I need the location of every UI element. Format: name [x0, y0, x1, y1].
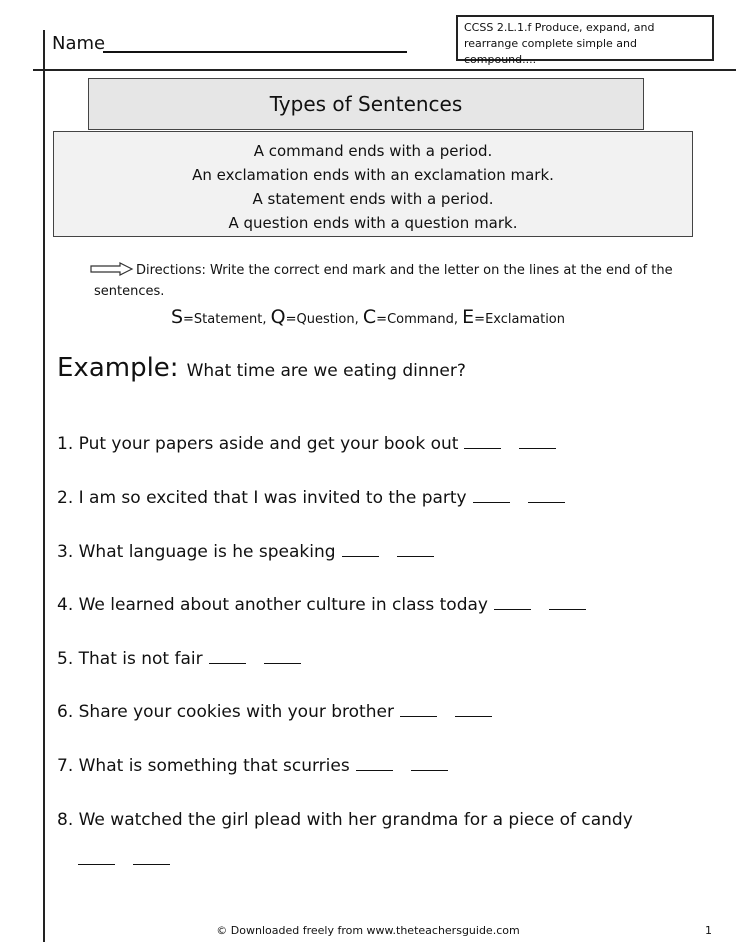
answer-blank[interactable] — [411, 770, 448, 771]
rule-question: A question ends with a question mark. — [228, 214, 518, 232]
legend-c-letter: C — [362, 306, 377, 328]
legend-q-text: =Question, — [285, 312, 359, 327]
answer-blank[interactable] — [494, 609, 531, 610]
legend-e-letter: E — [462, 306, 475, 328]
answer-blank[interactable] — [356, 770, 393, 771]
header-rule — [33, 69, 736, 71]
footer-credit: © Downloaded freely from www.theteachersguide.com — [216, 924, 520, 937]
rule-exclamation: An exclamation ends with an exclamation mark. — [192, 166, 554, 184]
legend-e-text: =Exclamation — [474, 312, 566, 327]
answer-blank[interactable] — [400, 716, 437, 717]
rule-command: A command ends with a period. — [253, 142, 493, 160]
answer-blank[interactable] — [78, 864, 115, 865]
answer-blank[interactable] — [264, 663, 301, 664]
legend — [0, 306, 736, 328]
question-3 — [57, 542, 434, 562]
legend-q-letter: Q — [270, 306, 286, 328]
question-6 — [57, 702, 492, 722]
answer-blank[interactable] — [464, 448, 501, 449]
margin-line — [43, 30, 45, 942]
answer-blank[interactable] — [133, 864, 170, 865]
answer-blank[interactable] — [519, 448, 556, 449]
question-text: 1. Put your papers aside and get your book out — [57, 434, 459, 454]
answer-blank[interactable] — [397, 556, 434, 557]
rule-statement: A statement ends with a period. — [252, 190, 494, 208]
question-5 — [57, 649, 301, 669]
example-sentence: What time are we eating dinner? — [186, 361, 466, 381]
question-7 — [57, 756, 448, 776]
question-text: 8. We watched the girl plead with her grandma for a piece of candy — [57, 810, 633, 830]
question-1 — [57, 434, 556, 454]
legend-c-text: =Command, — [376, 312, 459, 327]
question-text: 3. What language is he speaking — [57, 542, 336, 562]
question-text: 5. That is not fair — [57, 649, 203, 669]
question-2 — [57, 488, 565, 508]
legend-s-letter: S — [170, 306, 184, 328]
answer-blank[interactable] — [528, 502, 565, 503]
answer-blank[interactable] — [473, 502, 510, 503]
question-text: 6. Share your cookies with your brother — [57, 702, 394, 722]
name-field-line — [103, 51, 407, 53]
answer-blank[interactable] — [209, 663, 246, 664]
name-label: Name — [52, 33, 106, 54]
answer-blank[interactable] — [342, 556, 379, 557]
question-8 — [57, 810, 633, 830]
standard-box: CCSS 2.L.1.f Produce, expand, and rearrange complete simple and compound.... — [456, 15, 714, 61]
question-8-answer-blanks — [78, 850, 170, 869]
example-label: Example: — [57, 353, 179, 383]
legend-s-text: =Statement, — [183, 312, 267, 327]
directions-text: Directions: Write the correct end mark and the letter on the lines at the end of the sentences. — [94, 263, 673, 299]
answer-blank[interactable] — [549, 609, 586, 610]
page-title: Types of Sentences — [88, 78, 644, 130]
rules-box — [53, 131, 693, 237]
example — [57, 353, 466, 383]
question-text: 2. I am so excited that I was invited to the party — [57, 488, 467, 508]
question-text: 7. What is something that scurries — [57, 756, 350, 776]
question-text: 4. We learned about another culture in class today — [57, 595, 488, 615]
answer-blank[interactable] — [455, 716, 492, 717]
question-4 — [57, 595, 586, 615]
page-number: 1 — [705, 924, 712, 937]
